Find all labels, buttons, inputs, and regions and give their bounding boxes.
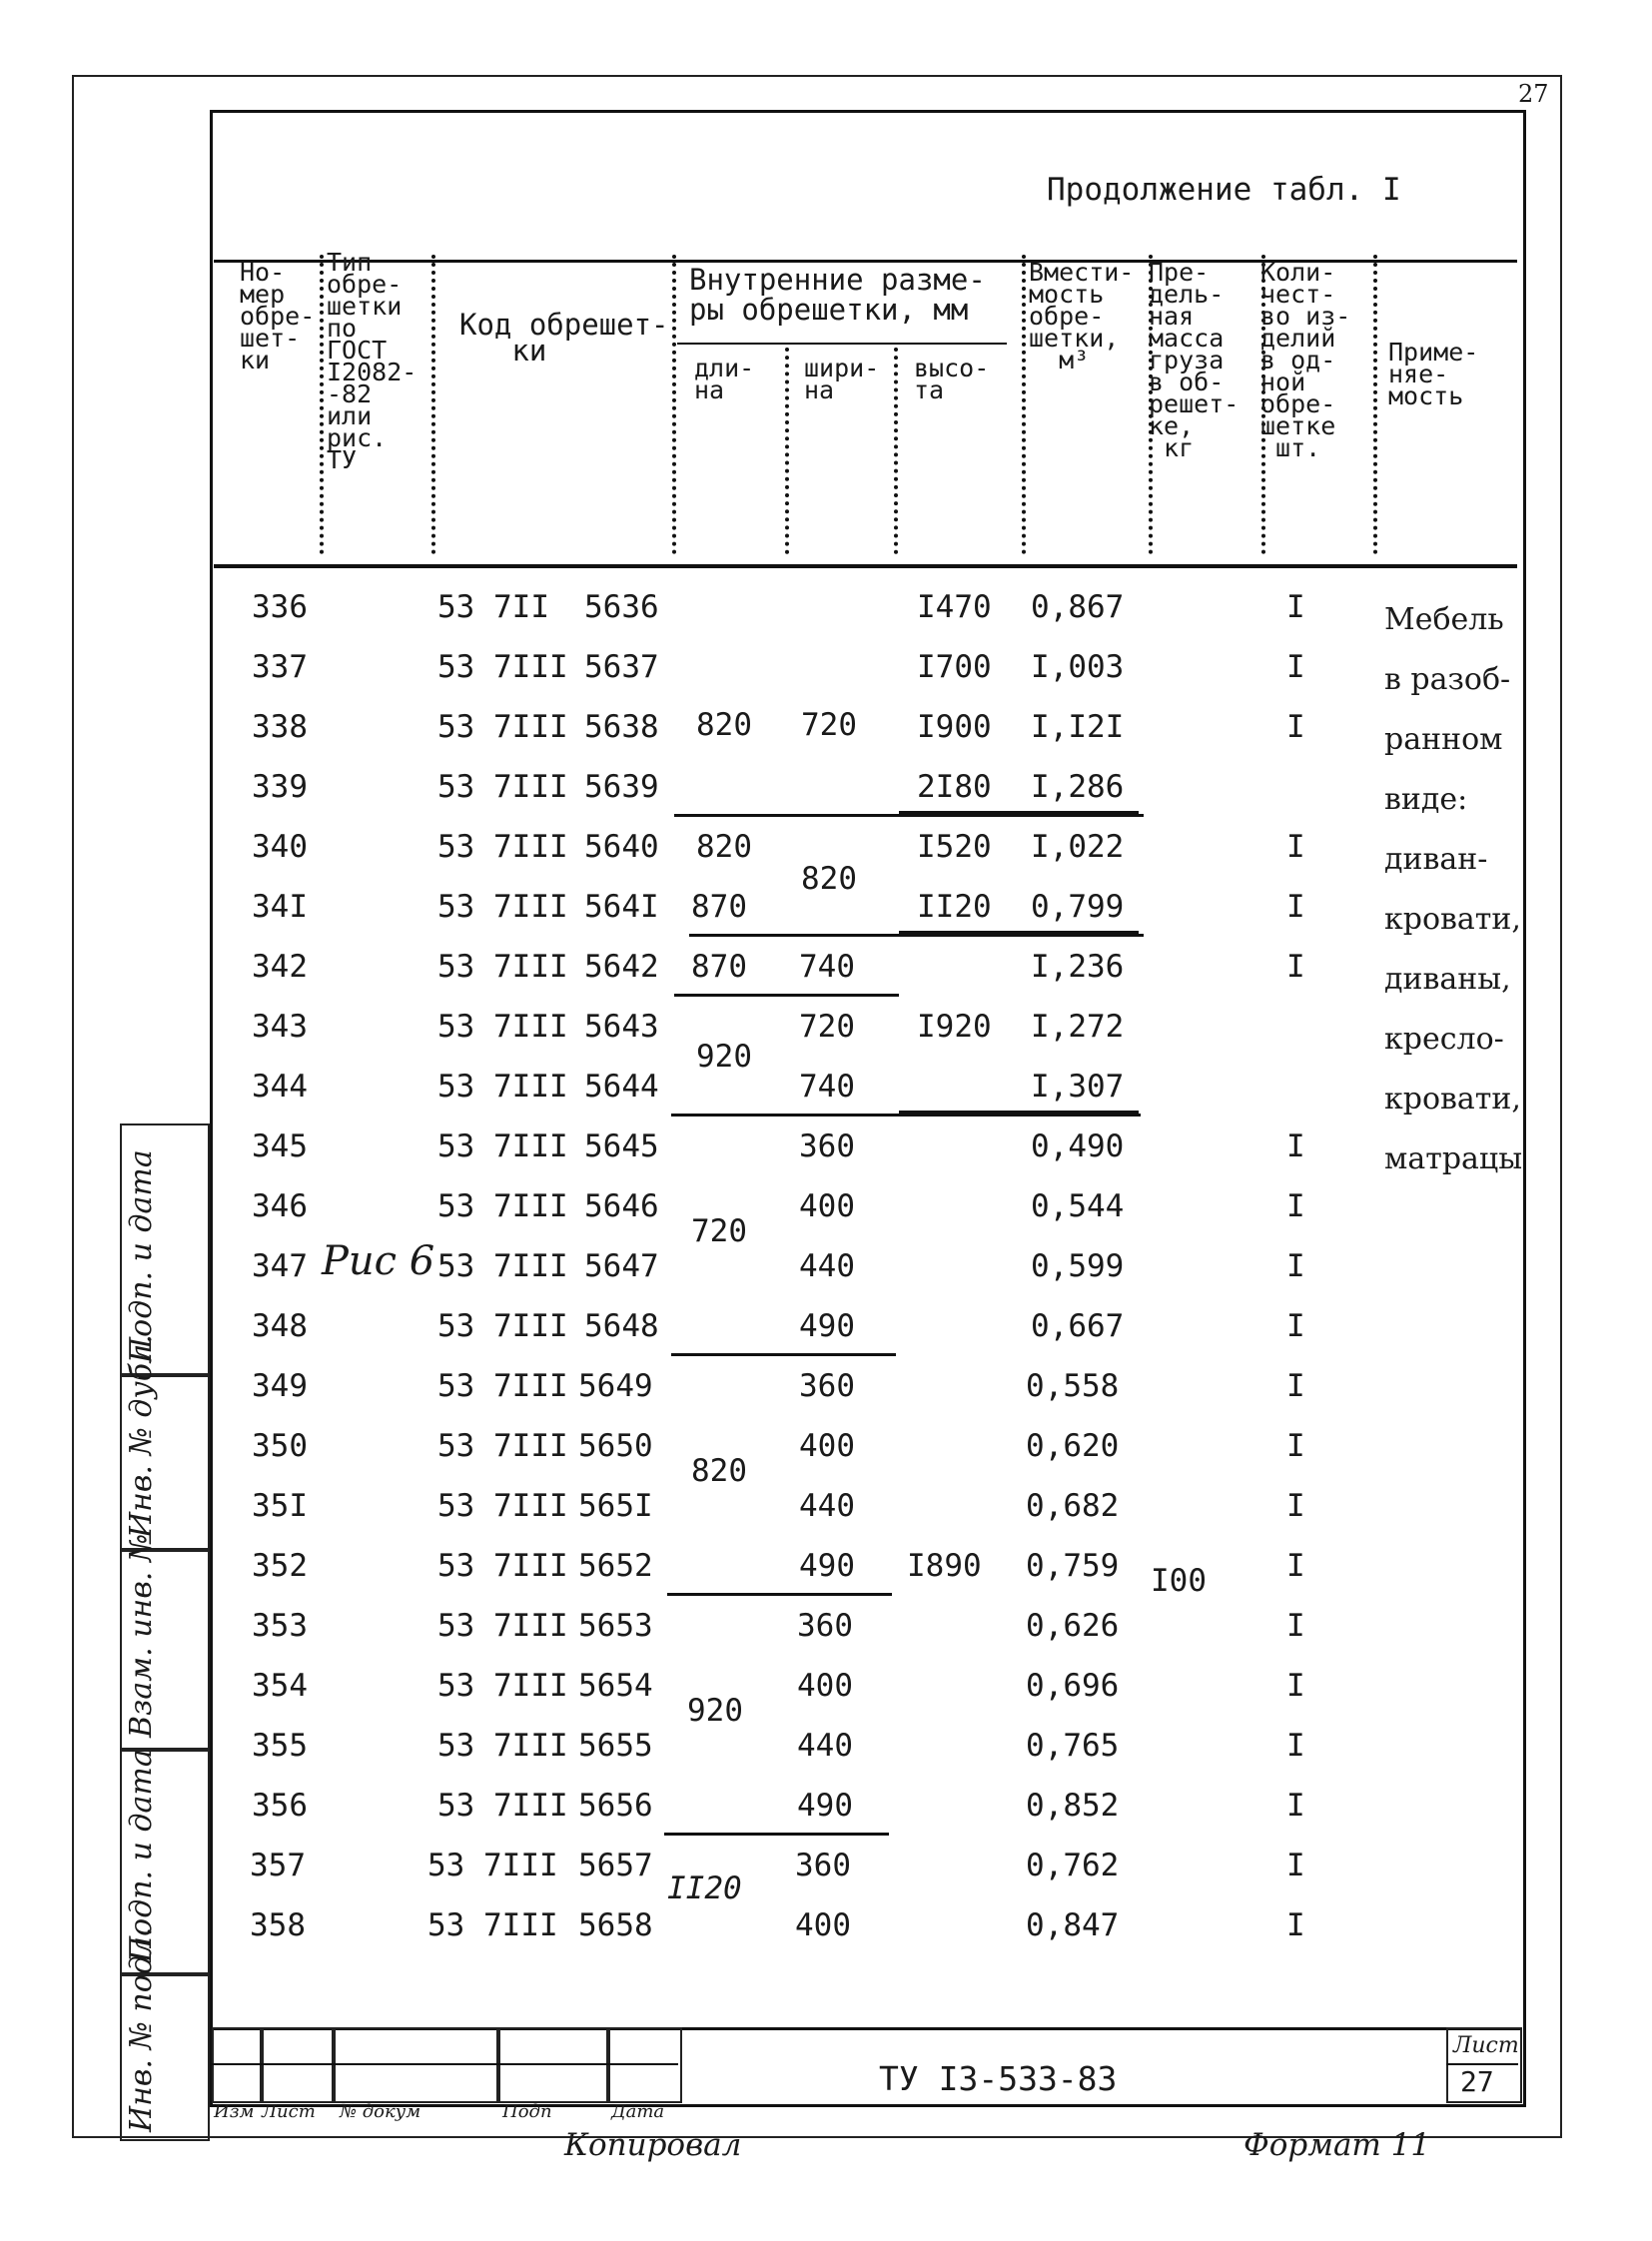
row-code-suffix: 5657	[578, 1848, 653, 1883]
width-cell: 400	[799, 1188, 855, 1224]
width-cell: 360	[797, 1608, 853, 1644]
header-separator	[1373, 255, 1377, 554]
row-code: 53 7III	[437, 1488, 568, 1524]
length-cell: 870	[691, 889, 747, 925]
row-code-suffix: 5640	[584, 829, 659, 865]
type-note: Рис 6	[322, 1238, 435, 1284]
row-code: 53 7III	[437, 949, 568, 985]
row-number: 34I	[252, 889, 308, 925]
header-max-mass: Пре- дель- ная масса груза в об- решет- ке, кг	[1149, 258, 1239, 462]
header-separator	[894, 348, 898, 554]
header-code: Код обрешет- ки	[459, 308, 669, 368]
row-quantity: I	[1286, 1548, 1305, 1584]
row-height: I700	[917, 649, 992, 685]
row-code: 53 7III	[437, 769, 568, 805]
applicability-line: Мебель	[1384, 602, 1504, 637]
header-number: Но- мер обре- шет- ки	[240, 258, 316, 374]
row-code-suffix: 5652	[578, 1548, 653, 1584]
width-cell: 490	[799, 1548, 855, 1584]
row-number: 358	[250, 1907, 306, 1943]
row-capacity: 0,626	[1026, 1608, 1120, 1644]
row-capacity: 0,544	[1031, 1188, 1125, 1224]
width-cell: 490	[799, 1308, 855, 1344]
row-code: 53 7III	[437, 709, 568, 745]
stamp-label: № докум	[340, 2101, 421, 2122]
row-code: 53 7III	[437, 1069, 568, 1105]
row-capacity: I,003	[1031, 649, 1125, 685]
row-capacity: 0,759	[1026, 1548, 1120, 1584]
row-code-suffix: 565I	[578, 1488, 653, 1524]
row-capacity: I,286	[1031, 769, 1125, 805]
applicability-line: кровати,	[1384, 902, 1521, 937]
row-quantity: I	[1286, 1608, 1305, 1644]
row-number: 35I	[252, 1488, 308, 1524]
stamp-label: Дата	[611, 2101, 665, 2122]
row-height: I890	[907, 1548, 982, 1584]
length-cell: 820	[696, 829, 752, 865]
stamp-mid-rule	[212, 2063, 678, 2065]
header-inner-dims: Внутренние разме- ры обрешетки, мм	[689, 263, 986, 327]
group-rule	[674, 814, 1144, 817]
row-code: 53 7III	[437, 1668, 568, 1704]
row-number: 337	[252, 649, 308, 685]
row-number: 347	[252, 1248, 308, 1284]
length-cell: 820	[696, 707, 752, 743]
header-separator	[320, 255, 324, 554]
applicability-line: кровати,	[1384, 1082, 1521, 1117]
row-capacity: 0,765	[1026, 1728, 1120, 1764]
side-label: Инв. № подл.	[124, 1926, 159, 2132]
applicability-line: ранном	[1384, 722, 1503, 757]
row-code: 53 7III	[437, 649, 568, 685]
row-quantity: I	[1286, 1128, 1305, 1164]
row-number: 354	[252, 1668, 308, 1704]
width-cell: 440	[799, 1488, 855, 1524]
row-capacity: 0,867	[1031, 589, 1125, 625]
header-separator	[785, 348, 789, 554]
row-code-suffix: 5638	[584, 709, 659, 745]
row-code: 53 7III	[427, 1907, 558, 1943]
width-cell: 820	[801, 861, 857, 897]
row-number: 353	[252, 1608, 308, 1644]
group-rule	[689, 934, 1144, 937]
row-capacity: 0,667	[1031, 1308, 1125, 1344]
width-cell: 740	[799, 1069, 855, 1105]
applicability-line: диван-	[1384, 842, 1488, 877]
row-code-suffix: 5649	[578, 1368, 653, 1404]
row-capacity: 0,852	[1026, 1788, 1120, 1824]
header-capacity: Вмести- мость обре- шетки, м³	[1029, 258, 1135, 374]
row-code-suffix: 5647	[584, 1248, 659, 1284]
row-code-suffix: 5655	[578, 1728, 653, 1764]
row-number: 348	[252, 1308, 308, 1344]
width-cell: 360	[799, 1368, 855, 1404]
group-rule	[671, 1353, 896, 1356]
row-capacity: I,307	[1031, 1069, 1125, 1105]
row-capacity: I,272	[1031, 1009, 1125, 1045]
header-quantity: Коли- чест- во из- делий в од- ной обре- шетке шт.	[1260, 258, 1351, 462]
row-quantity: I	[1286, 1907, 1305, 1943]
stamp-cell	[606, 2027, 682, 2103]
row-number: 336	[252, 589, 308, 625]
row-code: 53 7III	[437, 1308, 568, 1344]
row-code-suffix: 5636	[584, 589, 659, 625]
row-quantity: I	[1286, 1368, 1305, 1404]
group-rule	[667, 1593, 892, 1596]
row-quantity: I	[1286, 589, 1305, 625]
row-number: 339	[252, 769, 308, 805]
width-cell: 490	[797, 1788, 853, 1824]
row-height: II20	[917, 889, 992, 925]
row-code-suffix: 5648	[584, 1308, 659, 1344]
applicability-line: виде:	[1384, 782, 1468, 817]
header-separator	[431, 255, 435, 554]
continuation-title: Продолжение табл. I	[1047, 172, 1401, 208]
row-number: 356	[252, 1788, 308, 1824]
row-code-suffix: 5642	[584, 949, 659, 985]
row-code: 53 7III	[437, 1428, 568, 1464]
row-code-suffix: 5654	[578, 1668, 653, 1704]
length-cell: 920	[687, 1693, 743, 1729]
width-cell: 720	[799, 1009, 855, 1045]
stamp-label: Подп	[502, 2101, 552, 2122]
header-separator	[1022, 255, 1026, 554]
row-quantity: I	[1286, 1848, 1305, 1883]
row-code-suffix: 5656	[578, 1788, 653, 1824]
inner-dims-rule	[677, 343, 1007, 345]
row-number: 349	[252, 1368, 308, 1404]
row-number: 342	[252, 949, 308, 985]
page-number-top: 27	[1518, 80, 1549, 108]
header-separator	[672, 255, 676, 554]
row-height: I520	[917, 829, 992, 865]
row-height: 2I80	[917, 769, 992, 805]
stamp-cell	[332, 2027, 500, 2103]
row-quantity: I	[1286, 1788, 1305, 1824]
width-cell: 740	[799, 949, 855, 985]
row-number: 338	[252, 709, 308, 745]
row-quantity: I	[1286, 709, 1305, 745]
copied-by: Копировал	[564, 2127, 742, 2163]
row-height: I920	[917, 1009, 992, 1045]
width-cell: 440	[797, 1728, 853, 1764]
row-number: 344	[252, 1069, 308, 1105]
applicability-line: матрацы	[1384, 1141, 1523, 1176]
max-mass-cell: I00	[1151, 1563, 1207, 1599]
length-cell: 720	[691, 1213, 747, 1249]
row-number: 355	[252, 1728, 308, 1764]
row-height: I470	[917, 589, 992, 625]
applicability-line: диваны,	[1384, 962, 1511, 997]
row-code: 53 7III	[437, 1368, 568, 1404]
stamp-label: Лист	[262, 2101, 316, 2122]
row-capacity: 0,558	[1026, 1368, 1120, 1404]
group-rule	[671, 1114, 1141, 1117]
row-capacity: 0,799	[1031, 889, 1125, 925]
row-quantity: I	[1286, 889, 1305, 925]
row-capacity: I,I2I	[1031, 709, 1125, 745]
side-label: Подп. и дата	[124, 1749, 159, 1962]
row-code: 53 7III	[437, 1128, 568, 1164]
applicability-line: кресло-	[1384, 1022, 1504, 1057]
row-code: 53 7III	[437, 1548, 568, 1584]
row-code-suffix: 564I	[584, 889, 659, 925]
row-code: 53 7II	[437, 589, 549, 625]
row-number: 343	[252, 1009, 308, 1045]
row-code-suffix: 5658	[578, 1907, 653, 1943]
row-code: 53 7III	[437, 1009, 568, 1045]
row-capacity: 0,490	[1031, 1128, 1125, 1164]
row-number: 340	[252, 829, 308, 865]
row-code: 53 7III	[437, 1788, 568, 1824]
stamp-label: Изм	[214, 2101, 255, 2122]
row-quantity: I	[1286, 1668, 1305, 1704]
length-cell: 870	[691, 949, 747, 985]
row-number: 350	[252, 1428, 308, 1464]
row-code-suffix: 5643	[584, 1009, 659, 1045]
group-rule	[674, 994, 899, 997]
row-code: 53 7III	[437, 1608, 568, 1644]
length-cell: 920	[696, 1039, 752, 1075]
row-code-suffix: 5639	[584, 769, 659, 805]
row-height: I900	[917, 709, 992, 745]
applicability-line: в разоб-	[1384, 662, 1511, 697]
header-length: дли- на	[694, 354, 755, 404]
row-quantity: I	[1286, 1428, 1305, 1464]
header-width: шири- на	[804, 354, 880, 404]
row-capacity: 0,847	[1026, 1907, 1120, 1943]
row-capacity: 0,599	[1031, 1248, 1125, 1284]
row-quantity: I	[1286, 649, 1305, 685]
length-cell: II20	[667, 1870, 742, 1906]
row-capacity: 0,696	[1026, 1668, 1120, 1704]
row-capacity: 0,762	[1026, 1848, 1120, 1883]
header-bottom-rule	[214, 564, 1517, 568]
row-code-suffix: 5653	[578, 1608, 653, 1644]
row-code: 53 7III	[427, 1848, 558, 1883]
row-number: 346	[252, 1188, 308, 1224]
row-code-suffix: 5637	[584, 649, 659, 685]
stamp-cell	[212, 2027, 264, 2103]
row-code-suffix: 5646	[584, 1188, 659, 1224]
row-code-suffix: 5644	[584, 1069, 659, 1105]
width-cell: 400	[799, 1428, 855, 1464]
row-code-suffix: 5645	[584, 1128, 659, 1164]
row-code-suffix: 5650	[578, 1428, 653, 1464]
width-cell: 400	[795, 1907, 851, 1943]
row-code: 53 7III	[437, 829, 568, 865]
row-code: 53 7III	[437, 1188, 568, 1224]
row-quantity: I	[1286, 949, 1305, 985]
row-code: 53 7III	[437, 889, 568, 925]
row-capacity: 0,620	[1026, 1428, 1120, 1464]
row-quantity: I	[1286, 1308, 1305, 1344]
stamp-cell	[260, 2027, 336, 2103]
sheet-label: Лист	[1453, 2033, 1519, 2058]
row-number: 345	[252, 1128, 308, 1164]
width-cell: 360	[795, 1848, 851, 1883]
row-capacity: I,022	[1031, 829, 1125, 865]
row-number: 357	[250, 1848, 306, 1883]
paper-format: Формат 11	[1243, 2127, 1431, 2163]
row-capacity: 0,682	[1026, 1488, 1120, 1524]
header-applicability: Приме- няе- мость	[1388, 338, 1479, 410]
width-cell: 400	[797, 1668, 853, 1704]
sheet-number: 27	[1460, 2065, 1494, 2098]
header-height: высо- та	[914, 354, 990, 404]
document-code: ТУ I3-533-83	[879, 2059, 1118, 2098]
row-code: 53 7III	[437, 1248, 568, 1284]
row-quantity: I	[1286, 1488, 1305, 1524]
row-number: 352	[252, 1548, 308, 1584]
row-quantity: I	[1286, 1728, 1305, 1764]
row-quantity: I	[1286, 1248, 1305, 1284]
header-type: Тип обре- шетки по ГОСТ I2082- -82 или рис. ТУ	[327, 248, 417, 474]
width-cell: 440	[799, 1248, 855, 1284]
side-label: Взам. инв. №	[124, 1533, 159, 1738]
side-label: Инв. № дубл.	[124, 1334, 159, 1538]
row-quantity: I	[1286, 829, 1305, 865]
length-cell: 820	[691, 1453, 747, 1489]
stamp-cell	[496, 2027, 610, 2103]
row-quantity: I	[1286, 1188, 1305, 1224]
side-label: Подп. и дата	[124, 1149, 159, 1363]
row-capacity: I,236	[1031, 949, 1125, 985]
width-cell: 720	[801, 707, 857, 743]
width-cell: 360	[799, 1128, 855, 1164]
group-rule	[664, 1833, 889, 1836]
row-code: 53 7III	[437, 1728, 568, 1764]
